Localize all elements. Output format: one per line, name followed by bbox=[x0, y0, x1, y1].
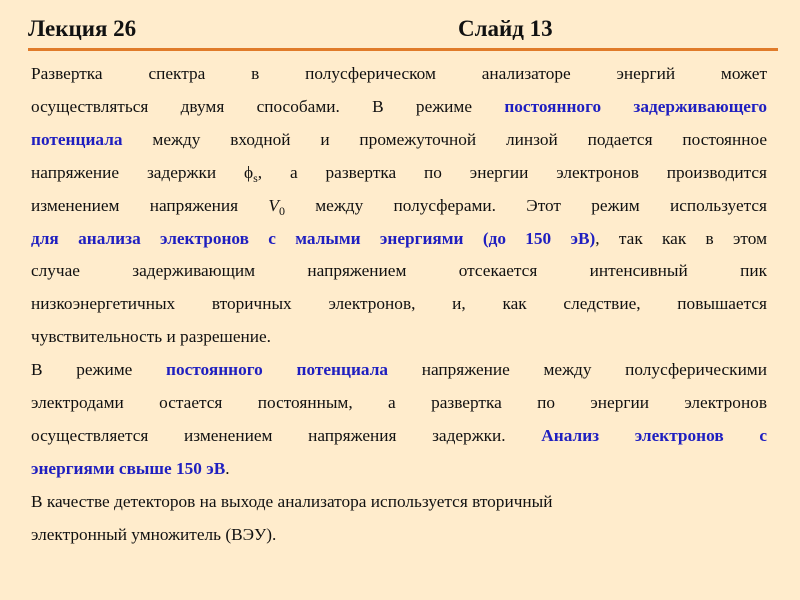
text-line: электронный умножитель (ВЭУ). bbox=[31, 524, 277, 544]
text-line: осуществляется изменением напряжения задержки. Анализ электронов с bbox=[31, 425, 767, 445]
highlight-potential: потенциала bbox=[31, 129, 123, 149]
text-line: энергиями свыше 150 эВ. bbox=[31, 458, 230, 478]
phi-subscript: s bbox=[253, 170, 258, 185]
text-line: В режиме постоянного потенциала напряжение между полусферическими bbox=[31, 360, 767, 380]
text-line: потенциала между входной и промежуточной линзой подается постоянное bbox=[31, 129, 767, 149]
lecture-title: Лекция 26 bbox=[28, 16, 137, 41]
text-line: изменением напряжения $V_0$ между полусферами. Этот режим используется bbox=[31, 195, 768, 218]
slide-body bbox=[31, 58, 767, 552]
text-line: напряжение задержки $\phi_s$, а развертка по энергии электронов производится bbox=[31, 162, 767, 185]
highlight-constant-potential: постоянного потенциала bbox=[166, 360, 389, 380]
text-line: осуществляться двумя способами. В режиме постоянного задерживающего bbox=[31, 96, 768, 116]
text-line: В качестве детекторов на выходе анализатора используется вторичный bbox=[31, 491, 553, 511]
text-line: низкоэнергетичных вторичных электронов, и, как следствие, повышается bbox=[31, 294, 767, 314]
highlight-constant-retarding: постоянного задерживающего bbox=[504, 96, 768, 116]
paragraph-3 bbox=[31, 486, 767, 552]
v-subscript: 0 bbox=[278, 203, 285, 218]
highlight-analysis: Анализ электронов с bbox=[541, 425, 767, 445]
text-line: для анализа электронов с малыми энергиями (до 150 эВ), так как в этом bbox=[31, 228, 768, 248]
v-symbol: V bbox=[268, 195, 279, 215]
slide-header bbox=[28, 14, 776, 48]
text-line: случае задерживающим напряжением отсекается интенсивный пик bbox=[31, 261, 767, 281]
header-divider bbox=[28, 48, 778, 51]
highlight-above-150: энергиями свыше 150 эВ bbox=[31, 458, 226, 478]
slide-number: Слайд 13 bbox=[458, 16, 553, 41]
text-line: чувствительность и разрешение. bbox=[31, 327, 271, 347]
text-line: электродами остается постоянным, а развертка по энергии электронов bbox=[31, 393, 767, 413]
text-line: Развертка спектра в полусферическом анализаторе энергий может bbox=[31, 64, 767, 83]
paragraph-2 bbox=[31, 354, 767, 486]
paragraph-1 bbox=[31, 58, 767, 354]
highlight-low-energy: для анализа электронов с малыми энергиями (до 150 эВ) bbox=[31, 228, 596, 248]
phi-symbol: ϕ bbox=[244, 162, 254, 182]
